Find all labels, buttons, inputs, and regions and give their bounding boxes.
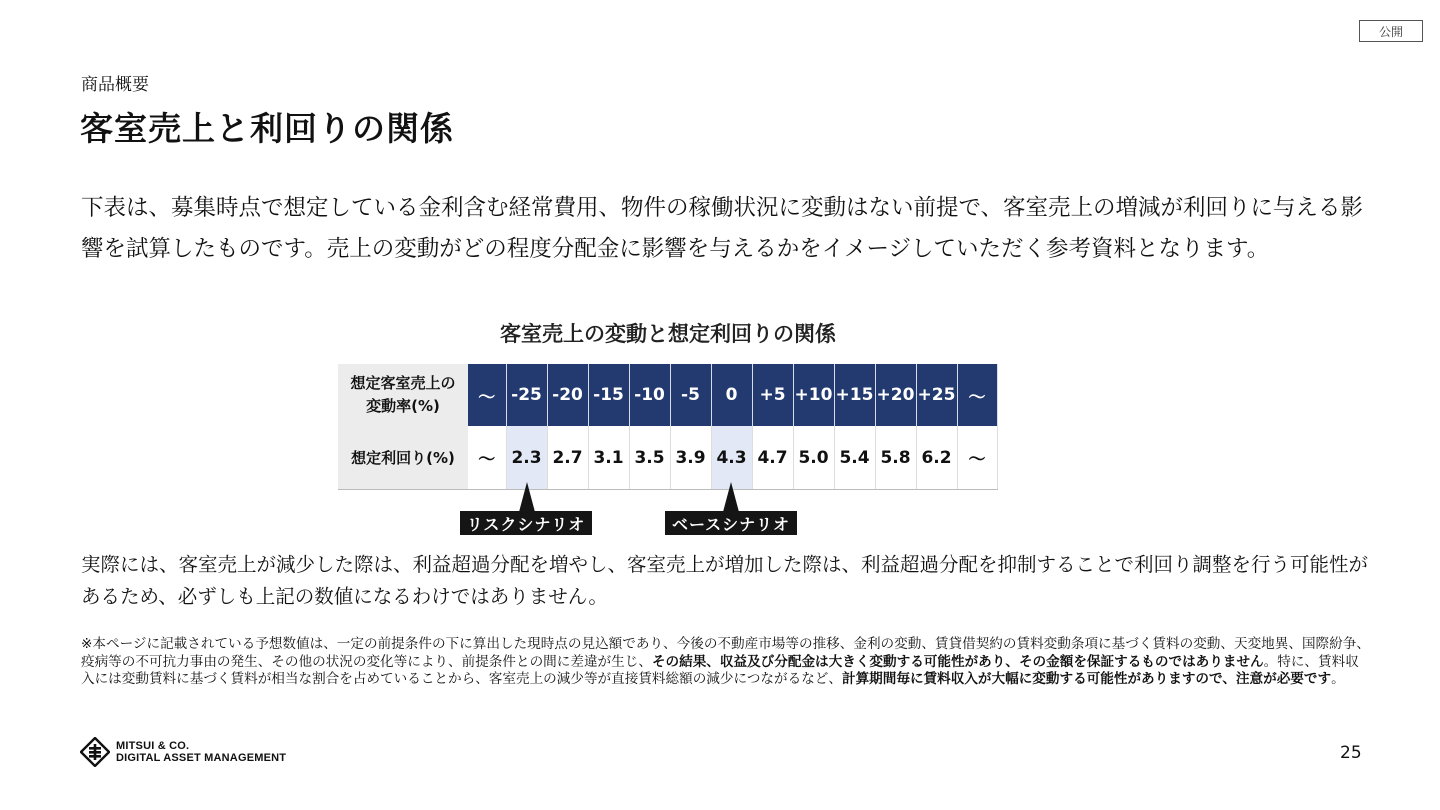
- change-cell: -25: [506, 364, 547, 426]
- yield-cell: 6.2: [916, 426, 957, 490]
- change-cell: +20: [875, 364, 916, 426]
- change-rate-row: [338, 364, 997, 426]
- change-cell: +25: [916, 364, 957, 426]
- change-cell: -5: [670, 364, 711, 426]
- yield-cell: 2.7: [547, 426, 588, 490]
- page-title: 客室売上と利回りの関係: [80, 109, 454, 148]
- disclaimer: ※本ページに記載されている予想数値は、一定の前提条件の下に算出した現時点の見込額であり、今後の不動産市場等の推移、金利の変動、賃貸借契約の賃料変動条項に基づく賃料の変動、天変地異、国際紛争、疫病等の不可抗力事由の発生、その他の状況の変化等により、前提条件との間に差違が生じ、その結果、収益及び分配金は大きく変動する可能性があり、その金額を保証するものではありません。特に、賃料収入には変動賃料に基づく賃料が相当な割合を占めていることから、客室売上の減少等が直接賃料総額の減少につながるなど、計算期間毎に賃料収入が大幅に変動する可能性がありますので、注意が必要です。: [81, 636, 1370, 687]
- change-cell: -20: [547, 364, 588, 426]
- yield-row: [338, 426, 997, 490]
- yield-cell: 5.4: [834, 426, 875, 490]
- change-cell: ～: [957, 364, 997, 426]
- yield-cell: 3.5: [629, 426, 670, 490]
- base-scenario-label: ベースシナリオ: [665, 511, 797, 535]
- adjustment-note: 実際には、客室売上が減少した際は、利益超過分配を増やし、客室売上が増加した際は、利益超過分配を抑制することで利回り調整を行う可能性があるため、必ずしも上記の数値になるわけではありません。: [81, 553, 1369, 608]
- change-cell: +15: [834, 364, 875, 426]
- yield-cell-risk: 2.3: [506, 426, 547, 490]
- public-badge: 公開: [1359, 20, 1423, 42]
- risk-scenario-label: リスクシナリオ: [460, 511, 592, 535]
- change-cell: ～: [468, 364, 506, 426]
- yield-header: 想定利回り(%): [338, 426, 468, 490]
- yield-cell: ～: [957, 426, 997, 490]
- yield-cell-base: 4.3: [711, 426, 752, 490]
- logo-mark-icon: [80, 737, 110, 767]
- company-logo: [80, 737, 286, 767]
- sensitivity-table: [338, 364, 998, 490]
- yield-cell: 3.1: [588, 426, 629, 490]
- risk-scenario-arrow: [519, 482, 535, 512]
- change-cell: 0: [711, 364, 752, 426]
- logo-text: MITSUI & CO. DIGITAL ASSET MANAGEMENT: [116, 740, 287, 764]
- yield-cell: 5.0: [793, 426, 834, 490]
- change-cell: +5: [752, 364, 793, 426]
- yield-cell: 5.8: [875, 426, 916, 490]
- section-label: 商品概要: [81, 75, 149, 95]
- change-cell: -15: [588, 364, 629, 426]
- change-rate-header: 想定客室売上の 変動率(%): [338, 364, 468, 426]
- change-cell: +10: [793, 364, 834, 426]
- intro-paragraph: 下表は、募集時点で想定している金利含む経常費用、物件の稼働状況に変動はない前提で、客室売上の増減が利回りに与える影響を試算したものです。売上の変動がどの程度分配金に影響を与えるかをイメージしていただく参考資料となります。: [81, 195, 1364, 262]
- yield-cell: 3.9: [670, 426, 711, 490]
- base-scenario-arrow: [723, 482, 739, 512]
- change-cell: -10: [629, 364, 670, 426]
- yield-cell: ～: [468, 426, 506, 490]
- page-number: 25: [1340, 743, 1362, 763]
- yield-cell: 4.7: [752, 426, 793, 490]
- table-title: 客室売上の変動と想定利回りの関係: [500, 322, 836, 346]
